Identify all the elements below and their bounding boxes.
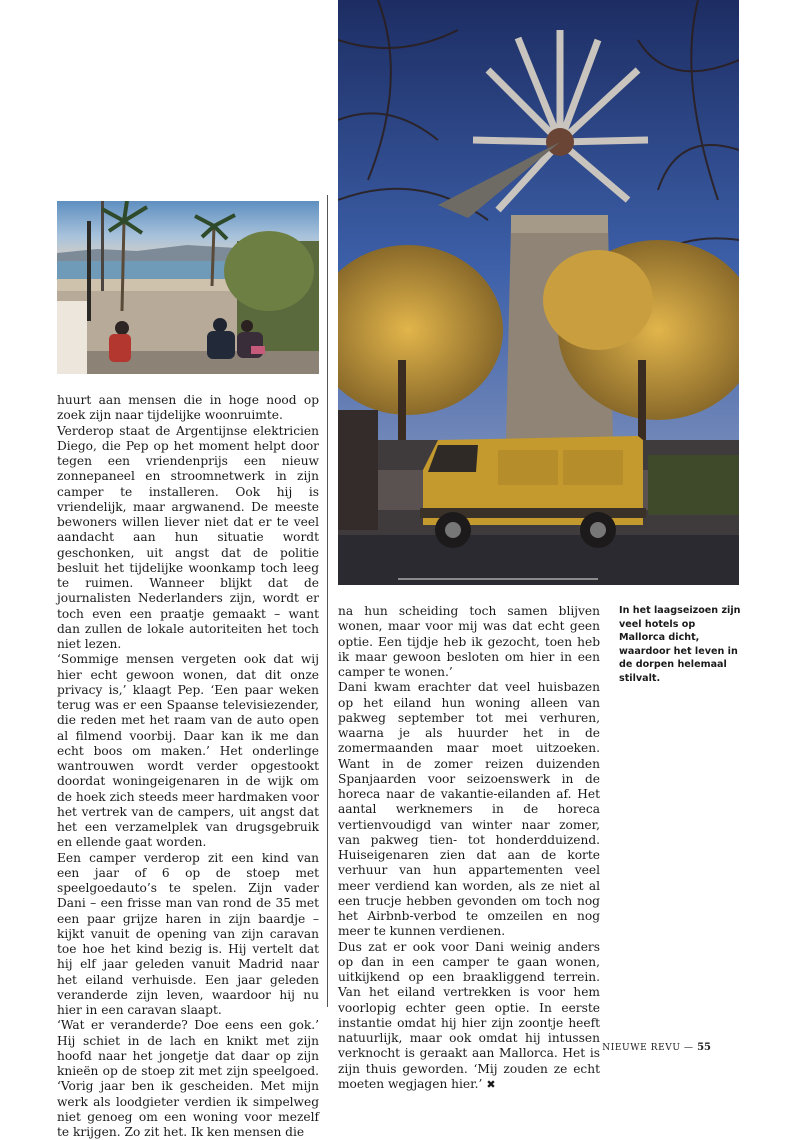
page-footer (602, 1042, 711, 1053)
beach-photo (57, 201, 319, 374)
end-of-article-mark: ✖ (486, 1077, 496, 1091)
paragraph: ‘Wat er veranderde? Doe eens een gok.’ Hij schiet in de lach en knikt met zijn hoofd naar het jongetje dat daar op zijn knieën op de stoep zit met zijn speelgoed. ‘Vorig jaar ben ik gescheiden. Met mijn werk als loodgieter verdien ik simpelweg niet genoeg om een woning voor mezelf te krijgen. Zo zit het. Ik ken mensen die (57, 1018, 319, 1139)
paragraph: Dani kwam erachter dat veel huisbazen op het eiland hun woning alleen van pakweg september tot mei verhuren, waarna je als huurder het in de zomermaanden maar moet uitzoeken. Want in de zomer reizen duizenden Spanjaarden voor seizoenswerk in de horeca naar de vakantie-eilanden af. Het aantal werknemers in de horeca vertienvoudigd van winter naar zomer, van pakweg tien- tot honderdduizend. Huiseigenaren zien dat aan de korte verhuur van hun appartementen veel meer verdiend kan worden, als ze niet al een trucje hebben gevonden om toch nog het Airbnb-verbod te omzeilen en nog meer te kunnen verdienen. (338, 680, 600, 939)
windmill-van-photo (338, 0, 739, 585)
article-column-1 (57, 393, 319, 1140)
article-column-2 (338, 604, 600, 1092)
paragraph: Verderop staat de Argentijnse elektricien Diego, die Pep op het moment helpt door tegen een vriendenprijs een nieuw zonnepaneel en stroomnetwerk in zijn camper te installeren. Ook hij is vriendelijk, maar argwanend. De meeste bewoners willen liever niet dat er te veel aandacht aan hun situatie wordt geschonken, uit angst dat de politie besluit het tijdelijke woonkamp toch leeg te ruimen. Wanneer blijkt dat de journalisten Nederlanders zijn, wordt er toch even een praatje gemaakt – want dan zullen de lokale autoriteiten het toch niet lezen. (57, 423, 319, 651)
paragraph: ‘Sommige mensen vergeten ook dat wij hier echt gewoon wonen, dat dit onze privacy is,’ klaagt Pep. ‘Een paar weken terug was er een Spaanse televisiezender, die reden met het raam van de auto open al filmend voorbij. Daar kan ik me dan echt boos om maken.’ Het onderlinge wantrouwen wordt verder opgestookt doordat woningeigenaren in de wijk om de hoek zich steeds meer hardmaken voor het vertrek van de campers, uit angst dat het een verzamelplek van drugsgebruik en ellende gaat worden. (57, 652, 319, 850)
paragraph: na hun scheiding toch samen blijven wonen, maar voor mij was dat echt geen optie. Een tijdje heb ik gezocht, toen heb ik maar gewoon besloten om hier in een camper te wonen.’ (338, 604, 600, 679)
magazine-name: NIEUWE REVU — (602, 1043, 694, 1053)
paragraph-text: Dus zat er ook voor Dani weinig anders op dan in een camper te gaan wonen, uitkijkend op een braakliggend terrein. Van het eiland vertrekken is voor hem voorlopig echter geen optie. In eerste instantie omdat hij hier zijn zoontje heeft natuurlijk, maar ook omdat hij intussen verknocht is geraakt aan Mallorca. Het is zijn thuis geworden. ‘Mij zouden ze echt moeten wegjagen hier.’ (338, 939, 600, 1091)
paragraph: Een camper verderop zit een kind van een jaar of 6 op de stoep met speelgoedauto’s te spelen. Zijn vader Dani – een frisse man van rond de 35 met een paar grijze haren in zijn baardje – kijkt vanuit de opening van zijn caravan toe hoe het kind bezig is. Hij vertelt dat hij elf jaar geleden vanuit Madrid naar het eiland verhuisde. Een jaar geleden veranderde zijn leven, waardoor hij nu hier in een caravan slaapt. (57, 850, 319, 1017)
paragraph: huurt aan mensen die in hoge nood op zoek zijn naar tijdelijke woonruimte. (57, 393, 319, 423)
paragraph-final (338, 940, 600, 1093)
page-number: 55 (697, 1042, 711, 1053)
column-divider (327, 195, 328, 1007)
photo-caption: In het laagseizoen zijn veel hotels op Mallorca dicht, waardoor het leven in de dorpen helemaal stilvalt. (619, 605, 741, 684)
